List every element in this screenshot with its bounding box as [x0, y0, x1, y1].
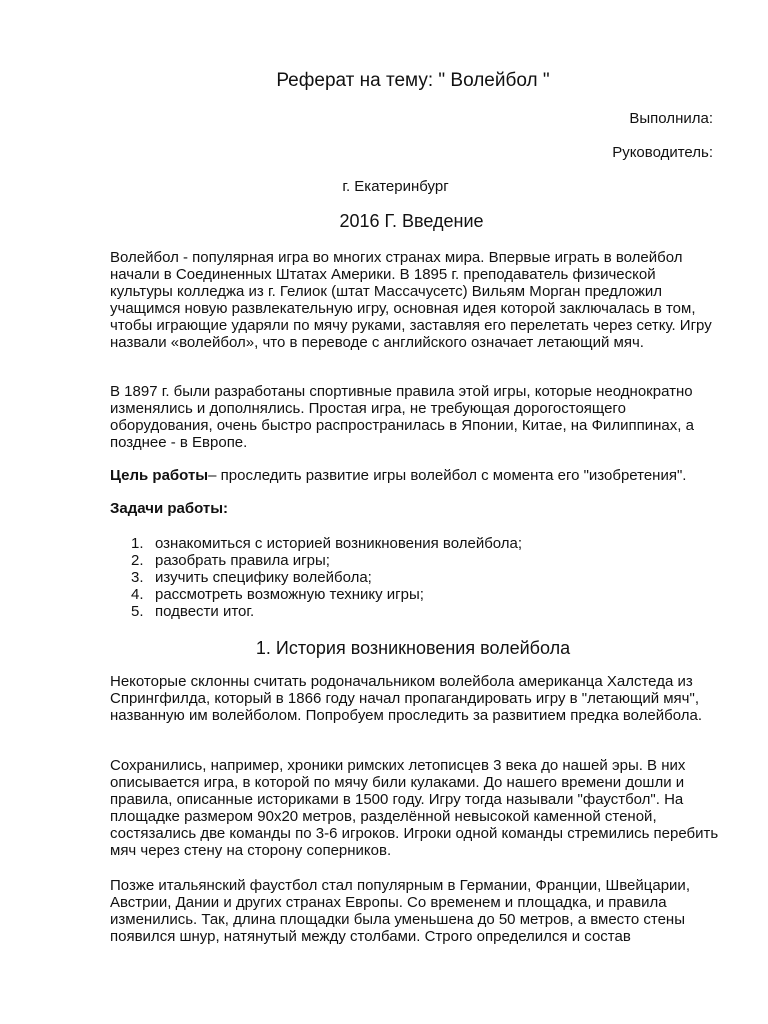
list-item: [131, 569, 522, 586]
list-item-number: 5.: [131, 603, 144, 620]
section-1-paragraph-2: Сохранились, например, хроники римских летописцев 3 века до нашей эры. В них описывается игра, в которой по мячу били кулаками. До нашего времени дошли и правила, описанные историками в 1500 году. Игру тогда называли "фаустбол". На площадке размером 90х20 метров, разделённой невысокой каменной стеной, состязались две команды по 3-6 игроков. Игроки одной команды стремились перебить мяч через стену на сторону соперников.: [110, 757, 719, 859]
supervisor-label: Руководитель:: [612, 144, 713, 161]
intro-paragraph-1: Волейбол - популярная игра во многих странах мира. Впервые играть в волейбол начали в Соединенных Штатах Америки. В 1895 г. преподаватель физической культуры колледжа из г. Гелиок (штат Массачусетс) Вильям Морган предложил учащимся новую развлекательную игру, основная идея которой заключалась в том, чтобы играющие ударяли по мячу руками, заставляя его перелетать через сетку. Игру назвали «волейбол», что в переводе с английского означает летающий мяч.: [110, 249, 712, 351]
list-item: [131, 552, 522, 569]
list-item-text: ознакомиться с историей возникновения волейбола;: [155, 535, 523, 552]
list-item-text: подвести итог.: [155, 603, 255, 620]
goal-text: – проследить развитие игры волейбол с момента его "изобретения".: [208, 467, 687, 484]
tasks-heading: Задачи работы:: [110, 500, 229, 517]
list-item-number: 4.: [131, 586, 144, 603]
task-list: [131, 535, 522, 620]
list-item-number: 1.: [131, 535, 144, 552]
list-item-text: изучить специфику волейбола;: [155, 569, 372, 586]
list-item-text: разобрать правила игры;: [155, 552, 330, 569]
list-item-number: 3.: [131, 569, 144, 586]
list-item-number: 2.: [131, 552, 144, 569]
section-1-heading: 1. История возникновения волейбола: [255, 638, 571, 658]
list-item: [131, 535, 522, 552]
intro-paragraph-2: В 1897 г. были разработаны спортивные правила этой игры, которые неоднократно изменялись и дополнялись. Простая игра, не требующая дорогостоящего оборудования, очень быстро распространилась в Японии, Китае, на Филиппинах, а позднее - в Европе.: [110, 383, 694, 451]
city-label: г. Екатеринбург: [342, 178, 449, 195]
goal-label: Цель работы: [110, 467, 209, 484]
intro-heading: 2016 Г. Введение: [339, 211, 484, 231]
section-1-paragraph-3: Позже итальянский фаустбол стал популярным в Германии, Франции, Швейцарии, Австрии, Дании и других странах Европы. Со временем и площадка, и правила изменились. Так, длина площадки была уменьшена до 50 метров, а вместо стены появился шнур, натянутый между столбами. Строго определился и состав: [110, 877, 690, 945]
list-item: [131, 586, 522, 603]
list-item: [131, 603, 522, 620]
document-title: Реферат на тему: " Волейбол ": [276, 70, 550, 91]
performed-by-label: Выполнила:: [629, 110, 713, 127]
goal-paragraph: [110, 467, 720, 484]
section-1-paragraph-1: Некоторые склонны считать родоначальником волейбола американца Халстеда из Спрингфилда, который в 1866 году начал пропагандировать игру в "летающий мяч", названную им волейболом. Попробуем проследить за развитием предка волейбола.: [110, 673, 703, 724]
list-item-text: рассмотреть возможную технику игры;: [155, 586, 424, 603]
